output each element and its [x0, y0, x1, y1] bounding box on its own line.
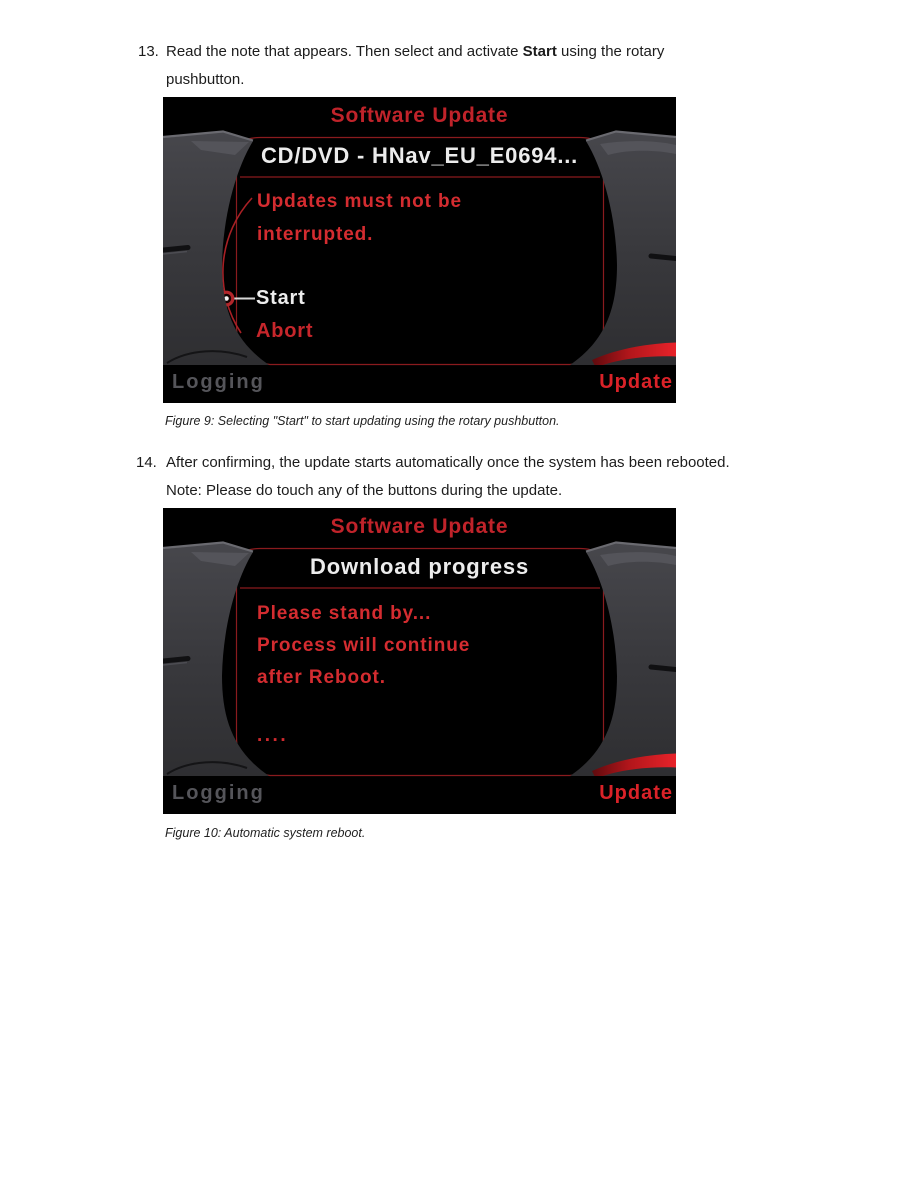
step-14-line-2: Note: Please do touch any of the buttons during the update. — [166, 482, 563, 499]
right-bezel-slit — [651, 667, 676, 670]
mmi-softkey-update: Update — [599, 782, 673, 804]
step-13-number: 13. — [138, 43, 159, 60]
mmi-progress-dots: .... — [257, 725, 289, 746]
figure-10-mmi-screenshot — [163, 508, 676, 814]
figure-10-caption: Figure 10: Automatic system reboot. — [165, 826, 366, 840]
mmi-screen-title: Software Update — [330, 104, 509, 127]
mmi-screen-title: Software Update — [330, 515, 509, 538]
mmi-softkey-update: Update — [599, 371, 673, 393]
mmi-softkey-logging: Logging — [172, 371, 265, 393]
figure-9-mmi-screenshot — [163, 97, 676, 403]
step-14-line-1: After confirming, the update starts automatically once the system has been rebooted. — [166, 454, 730, 471]
left-bezel-slit — [163, 248, 188, 251]
mmi-status-line-3: after Reboot. — [257, 667, 386, 688]
mmi-status-line-2: Process will continue — [257, 635, 471, 656]
mmi-softkey-logging: Logging — [172, 782, 265, 804]
mmi-progress-header: Download progress — [310, 554, 529, 579]
step-14-number: 14. — [136, 454, 157, 471]
mmi-status-line-1: Please stand by... — [257, 603, 432, 624]
mmi-menu-item-abort: Abort — [256, 320, 314, 342]
step-13-text-post: using the rotary — [556, 43, 665, 60]
right-bezel-slit — [651, 256, 676, 259]
figure-9-caption: Figure 9: Selecting "Start" to start updating using the rotary pushbutton. — [165, 414, 560, 428]
mmi-source-header: CD/DVD - HNav_EU_E0694... — [260, 143, 579, 168]
step-13-line-1 — [166, 43, 664, 60]
mmi-menu-item-start: Start — [256, 287, 306, 309]
step-13-line-2: pushbutton. — [166, 71, 245, 88]
mmi-warning-line-1: Updates must not be — [257, 191, 463, 212]
step-13-text-bold: Start — [522, 43, 557, 60]
step-13-text-pre: Read the note that appears. Then select and activate — [166, 43, 523, 60]
left-bezel-slit — [163, 659, 188, 662]
mmi-warning-line-2: interrupted. — [257, 224, 374, 245]
